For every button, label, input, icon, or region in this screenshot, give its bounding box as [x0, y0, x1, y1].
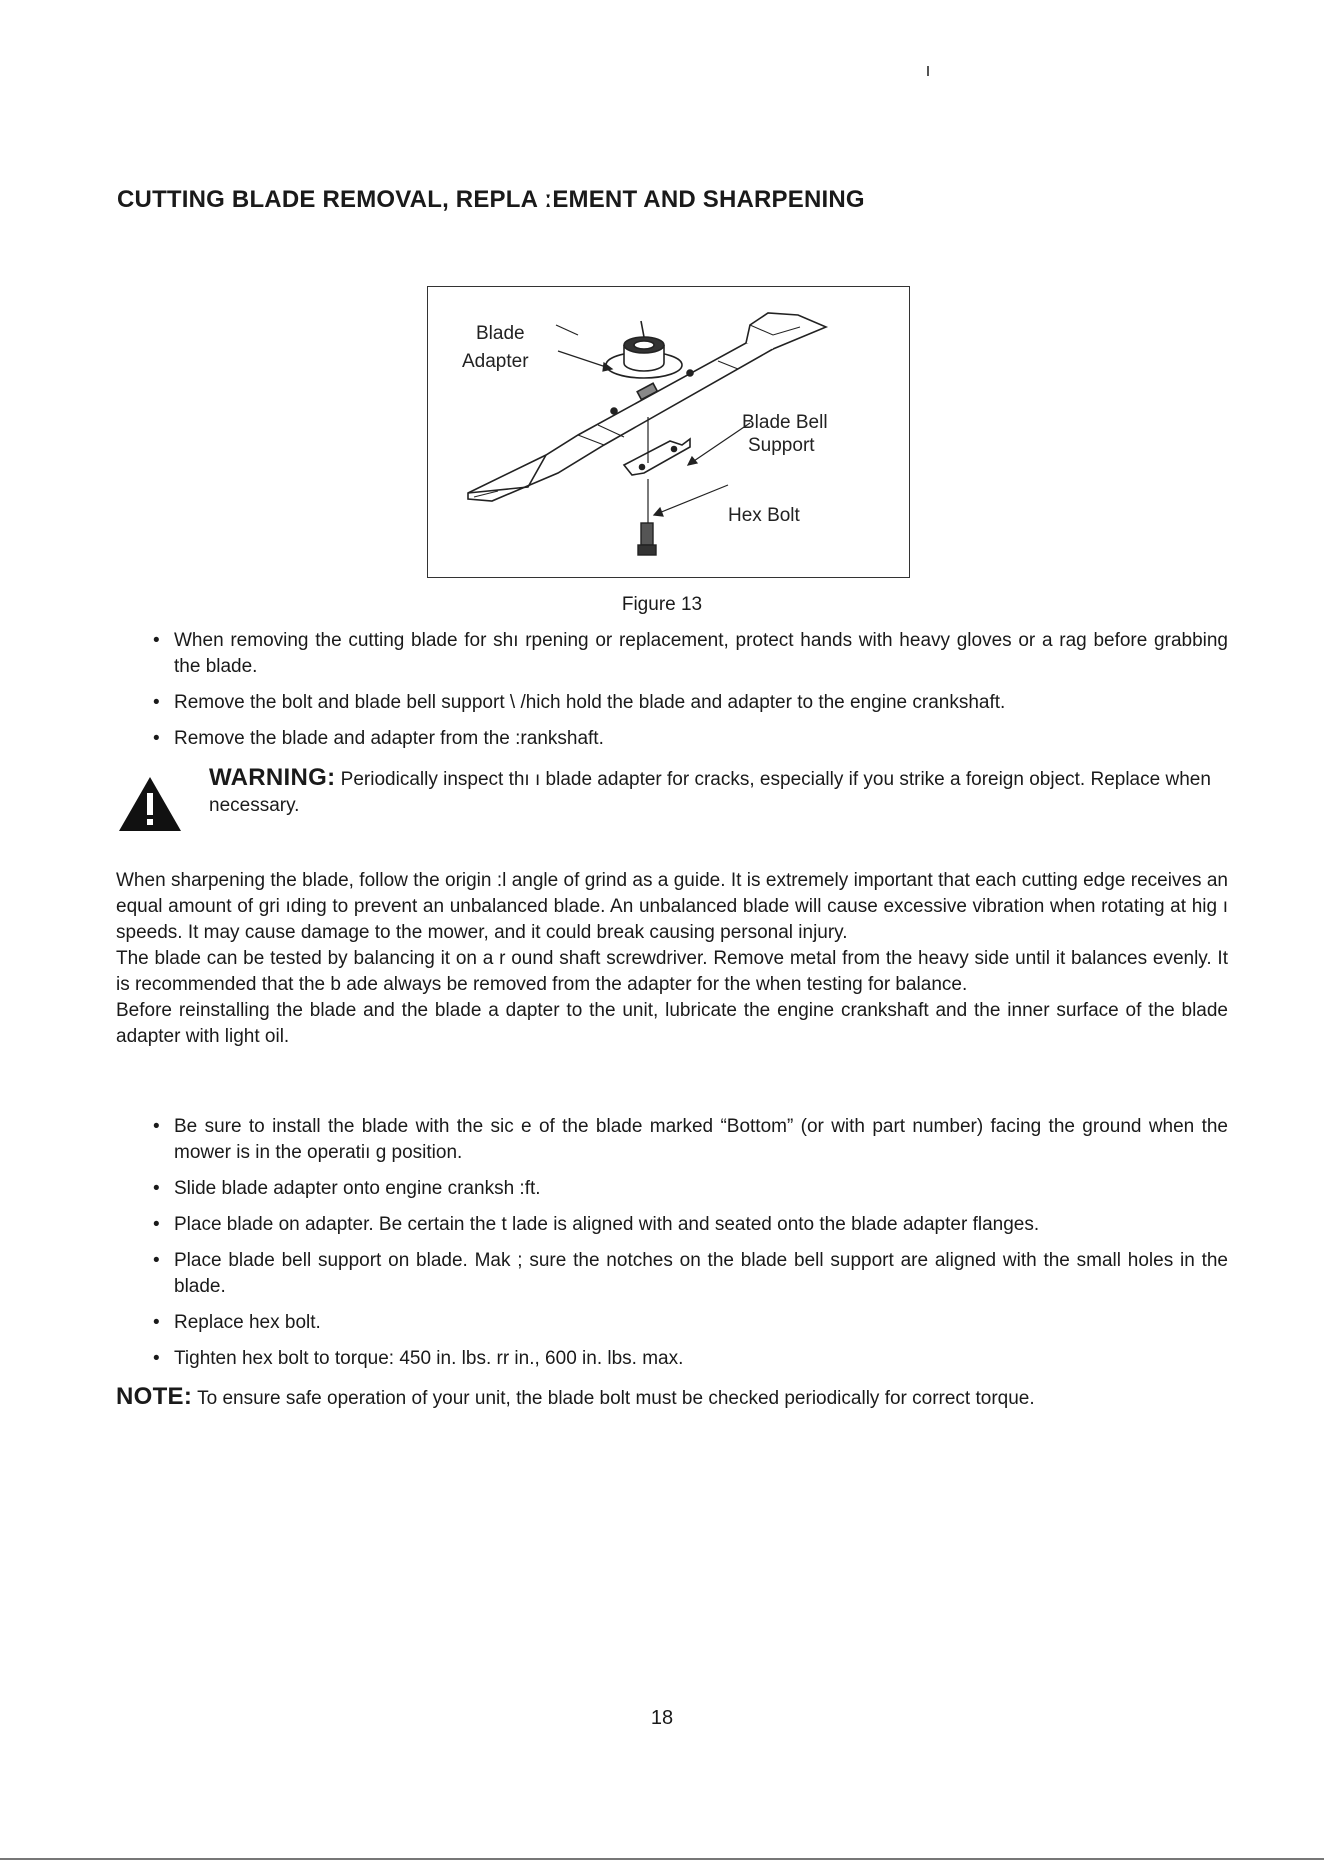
figure-caption: Figure 13	[621, 594, 703, 615]
scan-mark	[927, 66, 929, 76]
warning-label: WARNING:	[209, 764, 336, 791]
install-steps-list	[153, 1114, 1228, 1382]
list-item: • Remove the blade and adapter from the :rankshaft.	[153, 726, 1228, 752]
removal-steps-list	[153, 628, 1228, 762]
blade-adapter-drawing	[606, 321, 682, 378]
hex-bolt-drawing	[638, 479, 656, 555]
list-item: • Place blade on adapter. Be certain the t lade is aligned with and seated onto the blade adapter flanges.	[153, 1212, 1228, 1238]
list-item: • Replace hex bolt.	[153, 1310, 1228, 1336]
label-bell-support-line1: Blade Bell	[742, 412, 828, 433]
list-item: • Tighten hex bolt to torque: 450 in. lbs. rr in., 600 in. lbs. max.	[153, 1346, 1228, 1372]
label-bell-support-line2: Support	[748, 435, 815, 456]
label-blade-adapter-line2: Adapter	[462, 351, 529, 372]
paragraph: When sharpening the blade, follow the origin :l angle of grind as a guide. It is extremely important that each cutting edge receives an equal amount of gri ıding to prevent an unbalanced blade. An unbalanced blade will cause excessive vibration when rotating at hig ı speeds. It may cause damage to the mower, and it could break causing personal injury.	[116, 870, 1228, 943]
paragraph: Before reinstalling the blade and the blade a dapter to the unit, lubricate the engine crankshaft and the inner surface of the blade adapter with light oil.	[116, 1000, 1228, 1047]
warning-callout	[117, 765, 1227, 845]
note-text: To ensure safe operation of your unit, the blade bolt must be checked periodically for correct torque.	[192, 1388, 1035, 1409]
page-number: 18	[650, 1707, 674, 1729]
note-label: NOTE:	[116, 1383, 193, 1410]
figure-13-blade-diagram	[427, 286, 910, 578]
section-title: CUTTING BLADE REMOVAL, REPLA ːEMENT AND SHARPENING	[117, 186, 865, 213]
blade-assembly-illustration	[428, 287, 911, 579]
list-item: • When removing the cutting blade for shı rpening or replacement, protect hands with heavy gloves or a rag before grabbing the blade.	[153, 628, 1228, 680]
paragraph: The blade can be tested by balancing it on a r ound shaft screwdriver. Remove metal from the heavy side until it balances evenly. It is recommended that the b ade always be removed from the adapter for the when testing for balance.	[116, 948, 1228, 995]
note-callout	[116, 1383, 1228, 1413]
list-item: • Slide blade adapter onto engine cranksh :ft.	[153, 1176, 1228, 1202]
list-item: • Place blade bell support on blade. Mak ; sure the notches on the blade bell support are aligned with the small holes in the blade.	[153, 1248, 1228, 1300]
sharpening-instructions	[116, 868, 1228, 1050]
warning-text-block	[209, 765, 1227, 819]
warning-triangle-icon	[117, 775, 183, 833]
list-item: • Remove the bolt and blade bell support \ /hich hold the blade and adapter to the engine crankshaft.	[153, 690, 1228, 716]
list-item: • Be sure to install the blade with the sic e of the blade marked “Bottom” (or with part number) facing the ground when the mower is in the operatiı g position.	[153, 1114, 1228, 1166]
scan-edge-line	[0, 1858, 1324, 1860]
warning-text: Periodically inspect thı ı blade adapter for cracks, especially if you strike a foreign object. Replace when necessary.	[209, 769, 1211, 816]
label-blade-adapter-line1: Blade	[476, 323, 525, 344]
label-hex-bolt: Hex Bolt	[728, 505, 800, 526]
